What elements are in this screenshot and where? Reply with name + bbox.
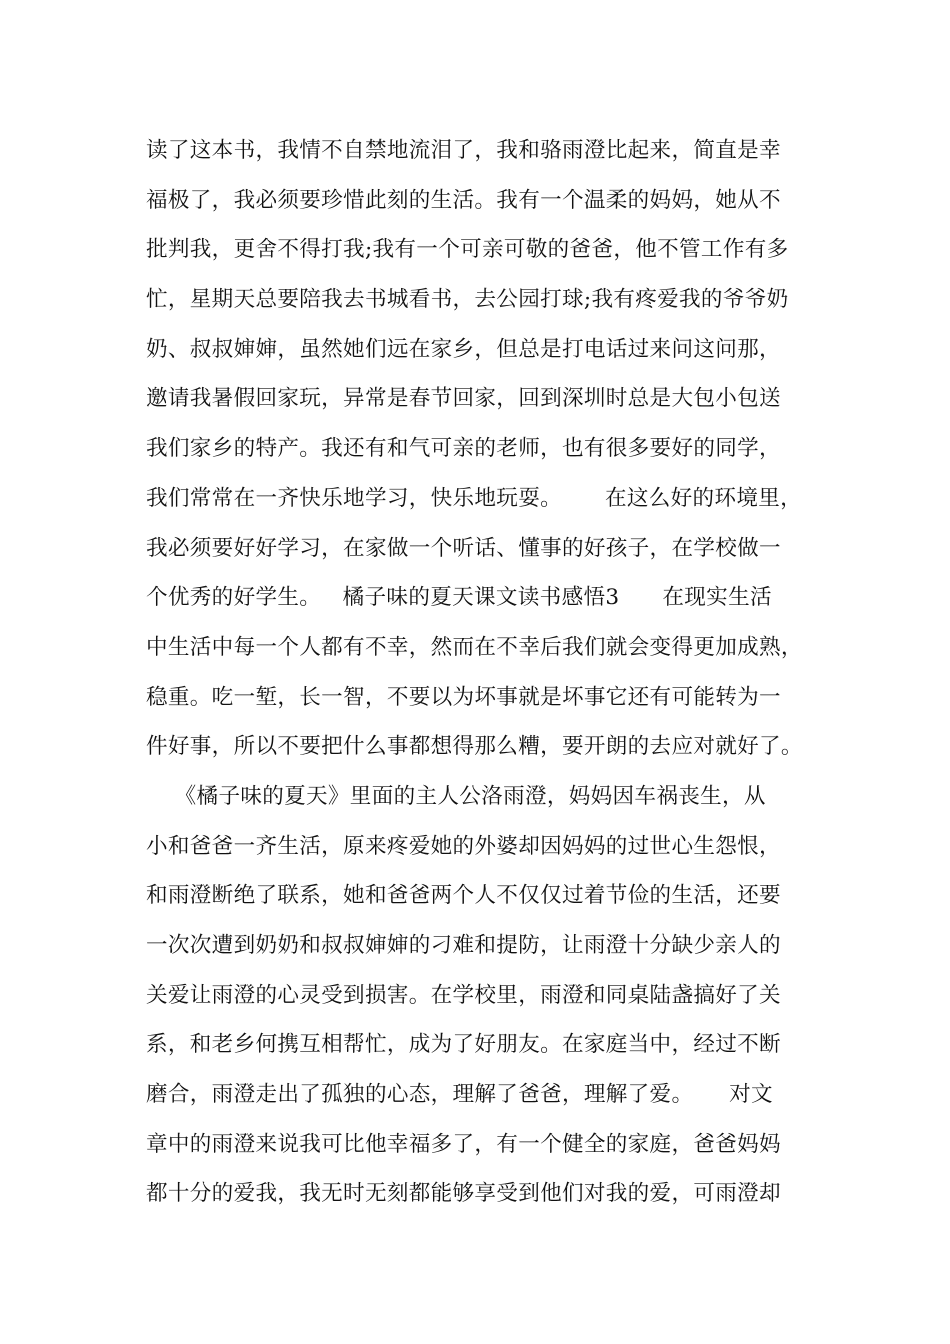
text-line: 磨合，雨澄走出了孤独的心态，理解了爸爸，理解了爱。 对文 — [146, 1082, 773, 1108]
text-line: 稳重。吃一堑，长一智，不要以为坏事就是坏事它还有可能转为一 — [146, 684, 781, 710]
text-line: 和雨澄断绝了联系，她和爸爸两个人不仅仅过着节俭的生活，还要 — [146, 883, 781, 909]
text-line: 邀请我暑假回家玩，异常是春节回家，回到深圳时总是大包小包送 — [146, 386, 781, 412]
text-line: 关爱让雨澄的心灵受到损害。在学校里，雨澄和同桌陆盏搞好了关 — [146, 982, 781, 1008]
text-line: 中生活中每一个人都有不幸，然而在不幸后我们就会变得更加成熟， — [146, 634, 803, 660]
text-line: 我们常常在一齐快乐地学习，快乐地玩耍。 在这么好的环境里， — [146, 485, 803, 511]
text-line: 忙，星期天总要陪我去书城看书，去公园打球;我有疼爱我的爷爷奶 — [146, 287, 789, 313]
body-text — [146, 131, 826, 1224]
text-line: 小和爸爸一齐生活，原来疼爱她的外婆却因妈妈的过世心生怨恨， — [146, 833, 781, 859]
text-line: 福极了，我必须要珍惜此刻的生活。我有一个温柔的妈妈，她从不 — [146, 187, 781, 213]
text-line: 一次次遭到奶奶和叔叔婶婶的刁难和提防，让雨澄十分缺少亲人的 — [146, 933, 781, 958]
text-line: 件好事，所以不要把什么事都想得那么糟，要开朗的去应对就好了。 — [146, 734, 803, 760]
text-line: 都十分的爱我，我无时无刻都能够享受到他们对我的爱，可雨澄却 — [146, 1181, 781, 1207]
text-line: 批判我，更舍不得打我;我有一个可亲可敬的爸爸，他不管工作有多 — [146, 237, 789, 263]
text-line: 章中的雨澄来说我可比他幸福多了，有一个健全的家庭，爸爸妈妈 — [146, 1131, 781, 1157]
text-line: 我必须要好好学习，在家做一个听话、懂事的好孩子，在学校做一 — [146, 535, 781, 561]
text-line: 读了这本书，我情不自禁地流泪了，我和骆雨澄比起来，简直是幸 — [146, 138, 781, 163]
text-line: 系，和老乡何携互相帮忙，成为了好朋友。在家庭当中，经过不断 — [146, 1032, 781, 1058]
text-line: 我们家乡的特产。我还有和气可亲的老师，也有很多要好的同学， — [146, 436, 781, 462]
text-line: 个优秀的好学生。 橘子味的夏天课文读书感悟3 在现实生活 — [146, 585, 772, 611]
text-line: 《橘子味的夏天》里面的主人公洛雨澄，妈妈因车祸丧生，从 — [146, 783, 766, 809]
text-line: 奶、叔叔婶婶，虽然她们远在家乡，但总是打电话过来问这问那， — [146, 336, 781, 362]
